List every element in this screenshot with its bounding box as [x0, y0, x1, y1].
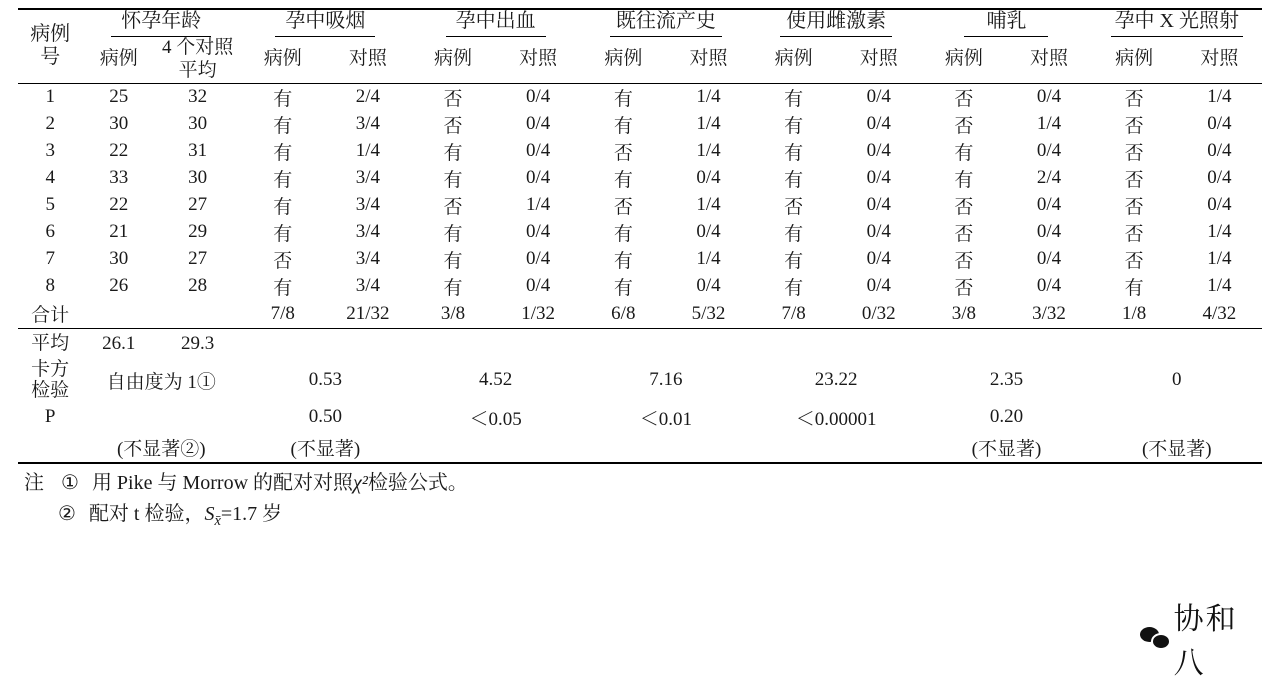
cell: 1/4 [696, 113, 721, 135]
chisquare-value-smoking: 0.53 [308, 369, 342, 391]
cell: 有 [784, 277, 804, 299]
cell: 0/4 [866, 194, 891, 216]
table-sub-header-row [18, 37, 1262, 83]
wechat-icon [1140, 625, 1168, 651]
significance-smoking: (不显著) [240, 432, 410, 463]
cell: 22 [109, 194, 129, 216]
table-mean-row [18, 328, 1262, 359]
footnotes [18, 468, 1262, 532]
cell: 1/4 [1207, 221, 1232, 243]
cell: 否 [443, 196, 463, 218]
pvalue-empty-age [82, 402, 240, 432]
total-cell: 6/8 [611, 302, 636, 324]
significance-age: (不显著②) [82, 432, 240, 463]
table-row [18, 246, 1262, 273]
table-total-row [18, 300, 1262, 329]
subheader-miscarriage-control: 对照 [689, 48, 728, 70]
cell: 25 [82, 83, 155, 111]
significance-xray: (不显著) [1092, 432, 1262, 463]
subheader-smoking-case: 病例 [263, 48, 302, 70]
group-header-bleeding-label: 孕中出血 [446, 10, 546, 37]
total-cell: 3/32 [1032, 302, 1066, 324]
cell: 28 [188, 275, 208, 297]
cell: 2/4 [1036, 167, 1062, 189]
cell: 1/4 [696, 194, 721, 216]
footnote-1-text-after: 检验公式。 [367, 472, 468, 495]
cell: 3/4 [355, 275, 381, 297]
cell: 0/4 [1036, 275, 1062, 297]
group-header-estrogen [751, 9, 921, 37]
row-case-number: 2 [45, 113, 55, 135]
cell: 30 [109, 248, 129, 270]
group-header-smoking-label: 孕中吸烟 [275, 10, 375, 37]
subheader-bleeding-control: 对照 [519, 48, 558, 70]
cell: 3/4 [355, 194, 381, 216]
total-cell: 21/32 [346, 302, 390, 324]
cell: 否 [613, 142, 633, 164]
watermark [1140, 603, 1262, 680]
footnote-1 [24, 468, 1262, 499]
total-cell: 0/32 [861, 302, 896, 324]
header-case-number [18, 9, 82, 83]
subheader-estrogen-case: 病例 [774, 48, 813, 70]
watermark-brand: 协和八 [1173, 603, 1238, 680]
cell: 0/4 [696, 275, 721, 297]
row-case-number: 4 [45, 167, 55, 189]
subheader-bleeding-case: 病例 [434, 48, 473, 70]
cell: 否 [954, 115, 974, 137]
mean-control-value: 29.3 [155, 328, 240, 359]
cell: 0/4 [1036, 248, 1062, 270]
table-row [18, 192, 1262, 219]
cell: 有 [273, 115, 293, 137]
cell: 否 [613, 196, 633, 218]
cell: 3/4 [355, 167, 381, 189]
cell: 否 [1092, 83, 1177, 111]
cell: 32 [155, 83, 240, 111]
cell: 30 [109, 113, 129, 135]
group-header-breastfeeding-label: 哺乳 [964, 10, 1048, 37]
cell: 1/4 [355, 140, 381, 162]
footnotes-label: 注 [24, 472, 44, 495]
cell: 1/4 [1207, 275, 1232, 297]
cell: 有 [273, 169, 293, 191]
cell: 有 [784, 223, 804, 245]
cell: 0/4 [866, 140, 891, 162]
cell: 0/4 [866, 167, 891, 189]
cell: 否 [410, 83, 495, 111]
chisquare-value-miscarriage: 7.16 [649, 369, 683, 391]
cell: 0/4 [496, 83, 581, 111]
cell: 30 [188, 113, 208, 135]
pvalue-estrogen: ＜0.00001 [795, 408, 877, 430]
total-cell: 1/8 [1122, 302, 1147, 324]
cell: 有 [784, 250, 804, 272]
cell: 1/4 [526, 194, 551, 216]
significance-bleeding [410, 432, 580, 463]
group-header-xray [1092, 9, 1262, 37]
row-case-number: 5 [45, 194, 55, 216]
cell: 否 [1124, 250, 1144, 272]
total-cell [155, 300, 240, 329]
cell: 0/4 [526, 221, 551, 243]
row-case-number: 6 [45, 221, 55, 243]
cell: 有 [613, 169, 633, 191]
subheader-age-case: 病例 [99, 48, 138, 70]
cell: 0/4 [526, 275, 551, 297]
pvalue-miscarriage: ＜0.01 [639, 408, 693, 430]
chisquare-label-line1: 卡方 [31, 358, 70, 380]
total-cell: 1/32 [521, 302, 556, 324]
cell: 0/4 [1207, 113, 1232, 135]
cell: 0/4 [1207, 194, 1232, 216]
cell: 0/4 [696, 221, 721, 243]
cell: 1/4 [666, 83, 751, 111]
cell: 否 [273, 250, 293, 272]
mean-case-value: 26.1 [82, 328, 155, 359]
cell: 33 [109, 167, 129, 189]
cell: 1/4 [696, 248, 721, 270]
pvalue-bleeding: ＜0.05 [469, 408, 522, 430]
pvalue-smoking: 0.50 [308, 406, 342, 428]
cell: 1/4 [1177, 83, 1262, 111]
pvalue-label: P [44, 406, 56, 428]
significance-breastfeeding: (不显著) [921, 432, 1091, 463]
pvalue-breastfeeding: 0.20 [989, 406, 1024, 428]
cell: 有 [240, 83, 325, 111]
cell: 有 [443, 142, 463, 164]
table-row [18, 111, 1262, 138]
group-header-miscarriage-label: 既往流产史 [610, 10, 722, 37]
cell: 有 [443, 277, 463, 299]
group-header-estrogen-label: 使用雌激素 [780, 10, 892, 37]
cell: 0/4 [526, 113, 551, 135]
group-header-xray-label: 孕中 X 光照射 [1111, 10, 1243, 37]
footnote-2-marker: ② [58, 503, 76, 526]
significance-estrogen [751, 432, 921, 463]
cell: 0/4 [866, 221, 891, 243]
table-significance-row [18, 432, 1262, 463]
total-cell: 3/8 [951, 302, 977, 324]
subheader-xray-control: 对照 [1200, 48, 1239, 70]
chisquare-value-bleeding: 4.52 [478, 369, 513, 391]
table-row [18, 219, 1262, 246]
total-cell [82, 300, 155, 329]
cell: 0/4 [526, 167, 551, 189]
cell: 有 [273, 142, 293, 164]
subheader-miscarriage-case: 病例 [604, 48, 643, 70]
cell: 30 [188, 167, 208, 189]
cell: 1/4 [1036, 113, 1062, 135]
cell: 1/4 [1207, 248, 1232, 270]
group-header-age-label: 怀孕年龄 [111, 10, 211, 37]
group-header-breastfeeding [921, 9, 1091, 37]
chisquare-value-estrogen: 23.22 [814, 369, 858, 391]
cell: 0/4 [526, 140, 551, 162]
chisquare-label [18, 359, 82, 403]
chisquare-df-note: 自由度为 1① [106, 371, 216, 393]
group-header-age [82, 9, 240, 37]
cell: 0/4 [866, 275, 891, 297]
cell: 否 [784, 196, 804, 218]
cell: 31 [188, 140, 208, 162]
cell: 0/4 [1006, 83, 1091, 111]
cell: 有 [613, 250, 633, 272]
cell: 有 [784, 169, 804, 191]
cell: 否 [443, 115, 463, 137]
cell: 否 [1124, 142, 1144, 164]
cell: 否 [921, 83, 1006, 111]
footnote-1-marker: ① [61, 472, 79, 495]
cell: 有 [613, 277, 633, 299]
footnote-2 [24, 499, 1262, 532]
group-header-miscarriage [581, 9, 751, 37]
cell: 有 [273, 196, 293, 218]
subheader-breastfeeding-control: 对照 [1030, 48, 1069, 70]
row-case-number: 1 [18, 83, 82, 111]
header-case-number-line1: 病例 [30, 22, 71, 45]
cell: 0/4 [696, 167, 721, 189]
cell: 29 [188, 221, 208, 243]
subheader-estrogen-control: 对照 [859, 48, 898, 70]
cell: 1/4 [696, 140, 721, 162]
row-case-number: 3 [45, 140, 55, 162]
cell: 否 [954, 223, 974, 245]
cell: 26 [109, 275, 129, 297]
subheader-smoking-control: 对照 [348, 48, 387, 70]
chisquare-value-breastfeeding: 2.35 [989, 369, 1024, 391]
cell: 有 [784, 115, 804, 137]
cell: 否 [1124, 169, 1144, 191]
group-header-smoking [240, 9, 410, 37]
cell: 有 [954, 142, 974, 164]
cell: 3/4 [355, 248, 381, 270]
table-chisquare-row [18, 359, 1262, 403]
cell: 21 [109, 221, 129, 243]
cell: 否 [954, 250, 974, 272]
cell: 有 [613, 223, 633, 245]
subheader-breastfeeding-case: 病例 [944, 48, 983, 70]
cell: 0/4 [1207, 140, 1232, 162]
cell: 有 [751, 83, 836, 111]
cell: 3/4 [355, 221, 381, 243]
cell: 有 [613, 115, 633, 137]
cell: 否 [954, 196, 974, 218]
cell: 0/4 [1036, 221, 1062, 243]
total-cell: 7/8 [781, 302, 806, 324]
cell: 有 [1124, 277, 1144, 299]
mean-label: 平均 [18, 328, 82, 359]
footnote-1-text-before: 用 Pike 与 Morrow 的配对对照 [91, 472, 354, 495]
total-label: 合计 [31, 305, 70, 327]
footnote-2-symbol-subscript: x̄ [214, 513, 221, 530]
cell: 有 [581, 83, 666, 111]
group-header-bleeding [410, 9, 580, 37]
total-cell: 5/32 [691, 302, 726, 324]
footnote-2-symbol: S [204, 503, 215, 526]
cell: 22 [109, 140, 129, 162]
table-row [18, 138, 1262, 165]
row-case-number: 7 [45, 248, 55, 270]
cell: 0/4 [866, 248, 891, 270]
footnote-2-text-before: 配对 t 检验， [88, 503, 205, 526]
cell: 否 [1124, 223, 1144, 245]
table-row [18, 273, 1262, 300]
table-group-header-row [18, 9, 1262, 37]
mean-empty [240, 328, 1262, 359]
pvalue-xray [1092, 402, 1262, 432]
cell: 否 [1124, 196, 1144, 218]
chisquare-value-xray: 0 [1172, 369, 1182, 391]
row-case-number: 8 [45, 275, 55, 297]
cell: 有 [784, 142, 804, 164]
total-cell: 4/32 [1202, 302, 1237, 324]
footnote-1-symbol: χ² [353, 472, 368, 495]
chisquare-label-line2: 检验 [31, 380, 70, 402]
footnote-2-text-after: =1.7 岁 [220, 503, 283, 526]
data-table [18, 8, 1262, 464]
significance-miscarriage [581, 432, 751, 463]
cell: 否 [1124, 115, 1144, 137]
table-pvalue-row [18, 402, 1262, 432]
cell: 有 [443, 169, 463, 191]
total-cell: 3/8 [440, 302, 466, 324]
cell: 27 [188, 248, 208, 270]
cell: 有 [443, 250, 463, 272]
header-case-number-line2: 号 [40, 46, 61, 69]
cell: 0/4 [866, 113, 891, 135]
table-row [18, 83, 1262, 111]
cell: 0/4 [526, 248, 551, 270]
table-row [18, 165, 1262, 192]
cell: 否 [954, 277, 974, 299]
cell: 2/4 [325, 83, 410, 111]
subheader-age-control: 4 个对照平均 [161, 37, 234, 81]
cell: 0/4 [836, 83, 921, 111]
cell: 27 [188, 194, 208, 216]
cell: 有 [443, 223, 463, 245]
significance-empty-label [18, 432, 82, 463]
cell: 有 [273, 277, 293, 299]
cell: 有 [273, 223, 293, 245]
cell: 0/4 [1036, 140, 1062, 162]
cell: 0/4 [1036, 194, 1062, 216]
cell: 0/4 [1207, 167, 1232, 189]
cell: 3/4 [355, 113, 381, 135]
subheader-xray-case: 病例 [1115, 48, 1154, 70]
cell: 有 [954, 169, 974, 191]
total-cell: 7/8 [270, 302, 295, 324]
